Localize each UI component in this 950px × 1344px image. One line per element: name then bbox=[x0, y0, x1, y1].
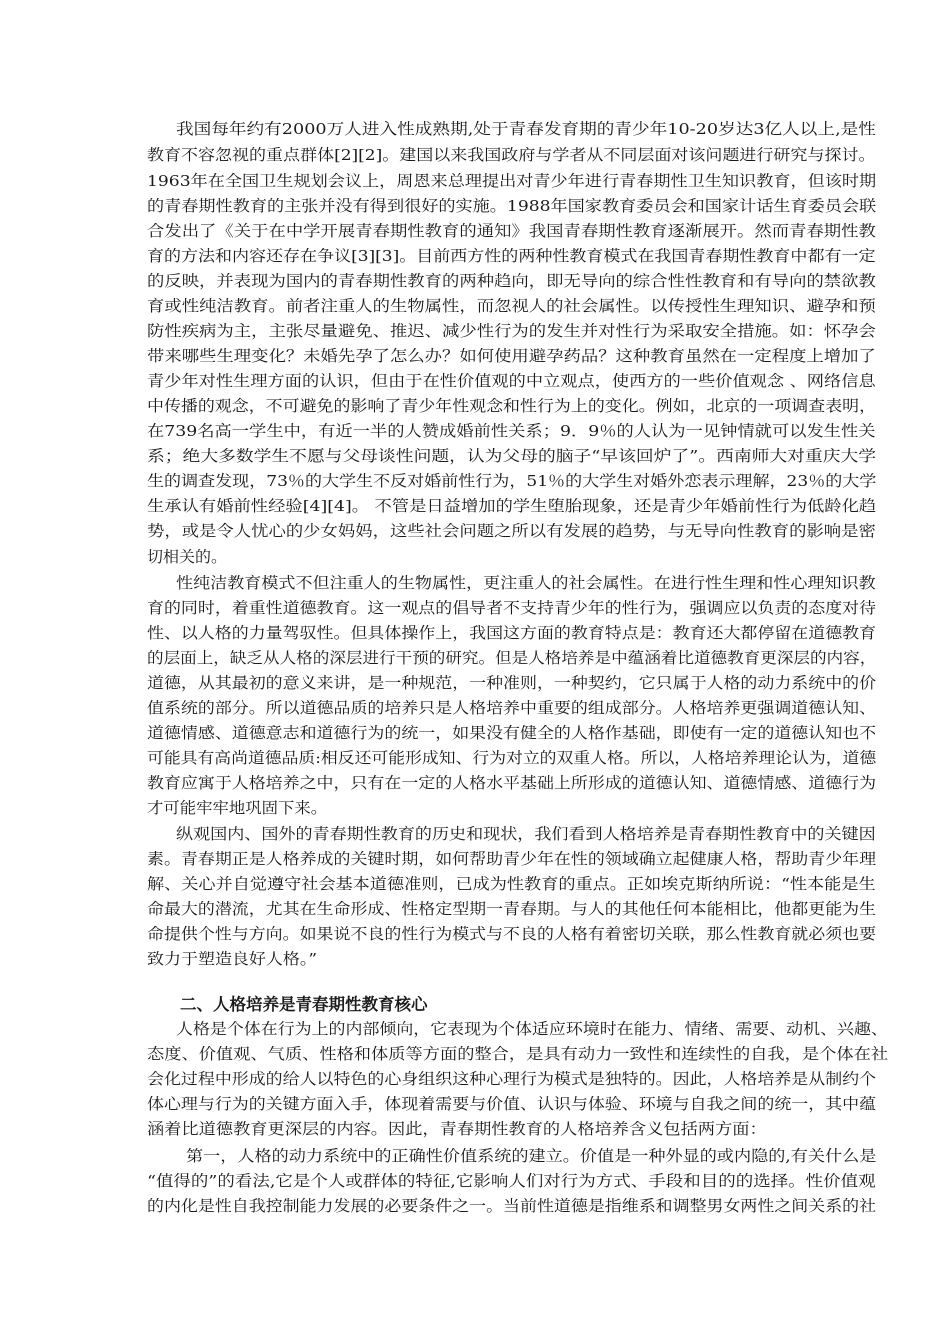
body-text-line: 育或性纯洁教育。前者注重人的生物属性，而忽视人的社会属性。以传授性生理知识、避孕和预 bbox=[147, 297, 876, 315]
body-text-line: 势，或是令人忧心的少女妈妈，这些社会问题之所以有发展的趋势，与无导向性教育的影响是密 bbox=[147, 522, 876, 540]
body-text-line: 的内化是性自我控制能力发展的必要条件之一。当前性道德是指维系和调整男女两性之间关系的社 bbox=[147, 1197, 877, 1215]
body-text-line: 命提供个性与方向。如果说不良的性行为模式与不良的人格有着密切关联，那么性教育就必须也要 bbox=[147, 925, 877, 943]
body-text-line: 才可能牢牢地巩固下来。 bbox=[147, 799, 328, 817]
body-text-line: 道德情感、道德意志和道德行为的统一，如果没有健全的人格作基础，即使有一定的道德认知也不 bbox=[147, 724, 877, 742]
body-text-line: 生的调查发现，73％的大学生不反对婚前性行为，51％的大学生对婚外恋表示理解，23％的大学 bbox=[147, 472, 877, 490]
body-text-line: 性纯洁教育模式不但注重人的生物属性，更注重人的社会属性。在进行性生理和性心理知识教 bbox=[176, 574, 876, 592]
body-text-line: 的层面上，缺乏从人格的深层进行干预的研究。但是人格培养是中蕴涵着比道德教育更深层的内容， bbox=[147, 649, 877, 667]
body-text-line: 涵着比道德教育更深层的内容。因此，青春期性教育的人格培养含义包括两方面： bbox=[147, 1120, 767, 1138]
body-text-line: 可能具有高尚道德品质:相反还可能形成知、行为对立的双重人格。所以，人格培养理论认为，道德 bbox=[147, 749, 877, 767]
body-text-line: 第一，人格的动力系统中的正确性价值系统的建立。价值是一种外显的或内隐的,有关什么是 bbox=[186, 1147, 877, 1165]
body-text-line: 切相关的。 bbox=[147, 548, 227, 566]
body-text-line: 合发出了《关于在中学开展青春期性教育的通知》我国青春期性教育逐渐展开。然而青春期性教 bbox=[147, 222, 876, 240]
body-text-line: 体心理与行为的关键方面入手，体现着需要与价值、认识与体验、环境与自我之间的统一，其中蕴 bbox=[147, 1095, 877, 1113]
body-text-line: 道德，从其最初的意义来讲，是一种规范，一种准则，一种契约，它只属于人格的动力系统中的价 bbox=[147, 674, 877, 692]
body-text-line: 素。青春期正是人格养成的关键时期，如何帮助青少年在性的领域确立起健康人格，帮助青少年理 bbox=[147, 850, 877, 868]
body-text-line: 的青春期性教育的主张并没有得到很好的实施。1988年国家教育委员会和国家计话生育委员会联 bbox=[147, 197, 877, 215]
body-text-line: “值得的”的看法,它是个人或群体的特征,它影响人们对行为方式、手段和目的的选择。性价值观 bbox=[147, 1172, 876, 1190]
body-text-line: 防性疾病为主，主张尽量避免、推迟、减少性行为的发生并对性行为采取安全措施。如：怀孕会 bbox=[147, 322, 876, 340]
body-text-line: 带来哪些生理变化？未婚先孕了怎么办？如何使用避孕药品？这种教育虽然在一定程度上增加了 bbox=[147, 347, 876, 365]
body-text-line: 值系统的部分。所以道德品质的培养只是人格培养中重要的组成部分。人格培养更强调道德认知、 bbox=[147, 699, 877, 717]
body-text-line: 人格是个体在行为上的内部倾向，它表现为个体适应环境时在能力、情绪、需要、动机、兴趣、 bbox=[176, 1020, 888, 1038]
body-text-line: 育的同时，着重性道德教育。这一观点的倡导者不支持青少年的性行为，强调应以负责的态度对待 bbox=[147, 599, 877, 617]
body-text-line: 命最大的潜流，尤其在生命形成、性格定型期一青春期。与人的其他任何本能相比，他都更能为生 bbox=[147, 900, 877, 918]
body-text-line: 生承认有婚前性经验[4][4]。 不管是日益增加的学生堕胎现象，还是青少年婚前性行为低龄化趋 bbox=[147, 497, 877, 515]
body-text-line: 教育不容忽视的重点群体[2][2]。建国以来我国政府与学者从不同层面对该问题进行研究与探讨。 bbox=[147, 146, 876, 164]
body-text-line: 我国每年约有2000万人进入性成熟期,处于青春发育期的青少年10-20岁达3亿人以上,是性 bbox=[176, 120, 876, 138]
body-text-line: 性、以人格的力量驾驭性。但具体操作上，我国这方面的教育特点是：教育还大都停留在道德教育 bbox=[147, 624, 877, 642]
section-heading: 二、人格培养是青春期性教育核心 bbox=[180, 995, 428, 1014]
body-text-line: 态度、价值观、气质、性格和体质等方面的整合，是具有动力一致性和连续性的自我，是个体在社 bbox=[147, 1045, 889, 1063]
body-text-line: 纵观国内、国外的青春期性教育的历史和现状，我们看到人格培养是青春期性教育中的关键因 bbox=[176, 825, 876, 843]
body-text-line: 教育应寓于人格培养之中，只有在一定的人格水平基础上所形成的道德认知、道德情感、道德行为 bbox=[147, 774, 877, 792]
body-text-line: 致力于塑造良好人格。” bbox=[147, 950, 318, 968]
body-text-line: 青少年对性生理方面的认识，但由于在性价值观的中立观点，使西方的一些价值观念 、网络信息 bbox=[147, 372, 876, 390]
body-text-line: 在739名高一学生中，有近一半的人赞成婚前性关系；9．9％的人认为一见钟情就可以发生性关 bbox=[147, 422, 876, 440]
body-text-line: 的反映，并表现为国内的青春期性教育的两种趋向，即无导向的综合性性教育和有导向的禁欲教 bbox=[147, 272, 876, 290]
body-text-line: 1963年在全国卫生规划会议上，周恩来总理提出对青少年进行青春期性卫生知识教育，但该时期 bbox=[147, 172, 877, 190]
body-text-line: 解、关心并自觉遵守社会基本道德准则，已成为性教育的重点。正如埃克斯纳所说：“性本能是生 bbox=[147, 875, 876, 893]
body-text-line: 系；绝大多数学生不愿与父母谈性问题，认为父母的脑子“早该回炉了”。西南师大对重庆大学 bbox=[147, 447, 877, 465]
body-text-line: 育的方法和内容还存在争议[3][3]。目前西方性的两种性教育模式在我国青春期性教育中都有一定 bbox=[147, 247, 876, 265]
body-text-line: 会化过程中形成的给人以特色的心身组织这种心理行为模式是独特的。因此，人格培养是从制约个 bbox=[147, 1070, 877, 1088]
body-text-line: 中传播的观念，不可避免的影响了青少年性观念和性行为上的变化。例如，北京的一项调查表明， bbox=[147, 397, 877, 415]
